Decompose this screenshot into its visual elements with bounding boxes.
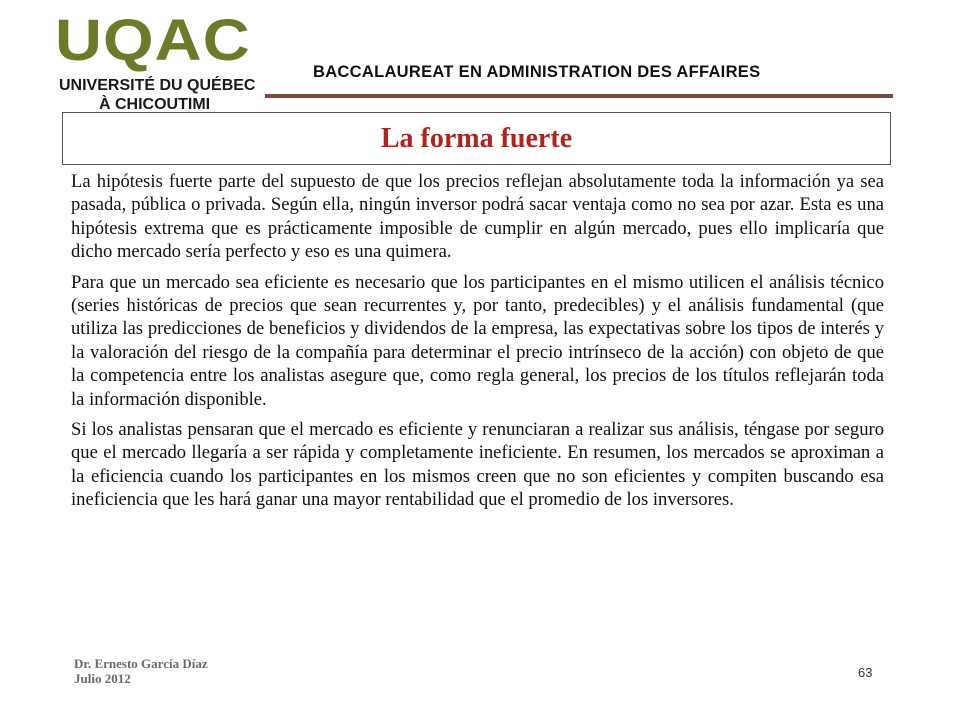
body-paragraph-1: La hipótesis fuerte parte del supuesto de que los precios reflejan absolutamente toda la información ya sea pasada, pública o privada. Según ella, ningún inversor podrá sacar ventaja como no sea por azar. Esta es una hipótesis extrema que es prácticamente imposible de cumplir en algún mercado, pues ello implicaría que dicho mercado sería perfecto y eso es una quimera. xyxy=(71,171,884,263)
logo-city-name: À CHICOUTIMI xyxy=(99,96,211,113)
slide-title: La forma fuerte xyxy=(380,123,573,154)
logo-wordmark: UQAC xyxy=(55,8,251,73)
logo-university-name: UNIVERSITÉ DU QUÉBEC xyxy=(59,77,256,94)
body-paragraph-2: Para que un mercado sea eficiente es necesario que los participantes en el mismo utilicen el análisis técnico (series históricas de precios que sean recurrentes y, por tanto, predecibles) y el análisis fundamental (que utiliza las predicciones de beneficios y dividendos de la empresa, las expectativas sobre los tipos de interés y la valoración del riesgo de la compañía para determinar el precio intrínseco de la acción) con objeto de que la competencia entre los analistas asegure que, como regla general, los precios de los títulos reflejarán toda la información disponible. xyxy=(71,271,884,410)
footer-date: Julio 2012 xyxy=(74,671,131,686)
body-paragraph-3: Si los analistas pensaran que el mercado es eficiente y renunciaran a realizar sus análisis, téngase por seguro que el mercado llegaría a ser rápida y completamente ineficiente. En resumen, los mercados se aproximan a la eficiencia cuando los participantes en los mismos creen que no son eficientes y compiten buscando esa ineficiencia que les hará ganar una mayor rentabilidad que el promedio de los inversores. xyxy=(71,419,884,511)
page-number: 63 xyxy=(858,665,873,680)
uqac-logo xyxy=(55,8,270,116)
footer-author: Dr. Ernesto García Díaz xyxy=(74,656,208,671)
program-title: BACCALAUREAT EN ADMINISTRATION DES AFFAIRES xyxy=(313,63,761,81)
slide-title-box xyxy=(62,112,891,165)
footer-credits xyxy=(74,656,208,686)
header-divider xyxy=(265,94,893,98)
slide-body xyxy=(71,170,884,519)
